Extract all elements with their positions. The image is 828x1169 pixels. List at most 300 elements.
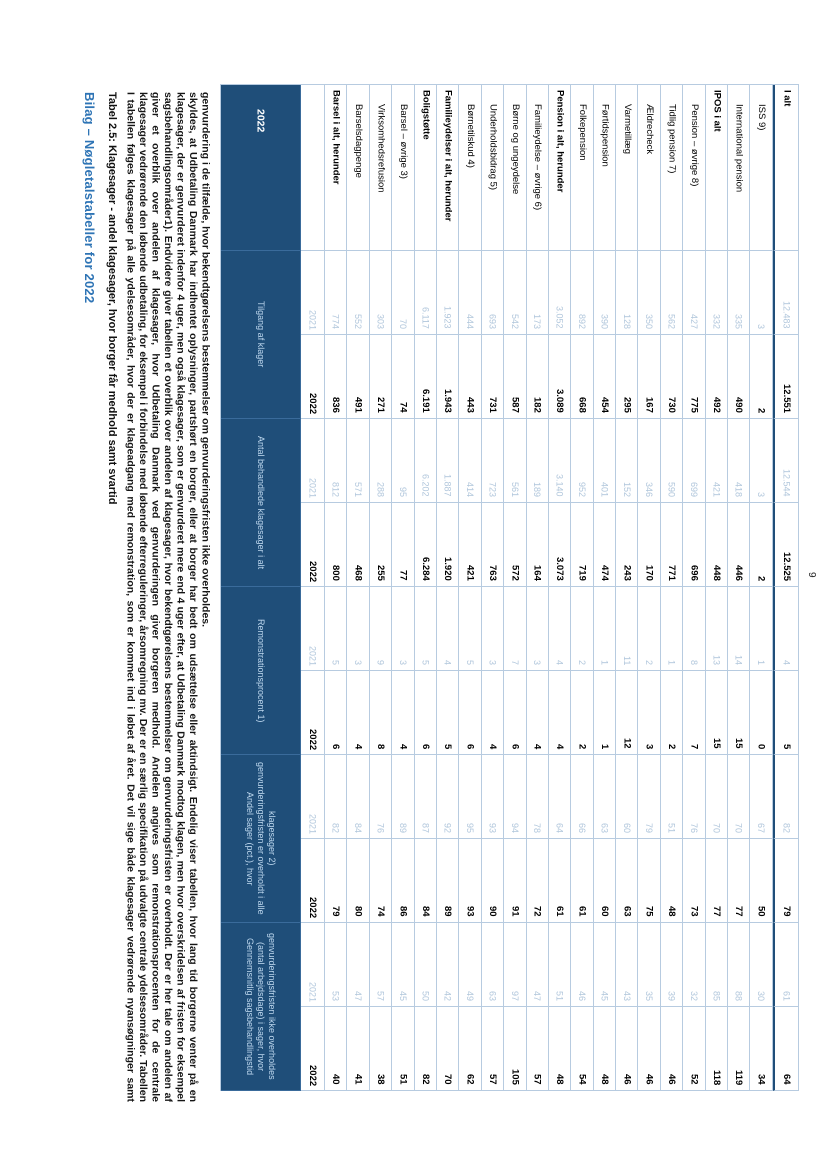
measure-header-5-text: Gennemsnitlig sagsbehandlingstid (antal arbejdsdage) i sager, hvor genvurderingsfristen ikke overholdes [245,933,277,1080]
value-2022-cell [616,335,638,419]
value-2022-cell [527,839,549,923]
value-2021-cell-text: 50 [420,990,431,1001]
value-2022-cell [683,671,705,755]
value-2021-cell-text: 84 [353,822,364,833]
value-2022-cell-text: 446 [733,565,745,581]
row-label-text: Pension i alt, herunder [554,90,566,193]
value-2021-cell [594,251,616,335]
value-2021-cell [549,587,571,671]
value-2022-cell [750,1007,772,1091]
value-2021-cell-text: 427 [688,313,699,329]
value-2022-cell-text: 77 [397,570,409,581]
value-2021-cell [683,923,705,1007]
value-2022-cell-text: 5 [442,743,454,749]
value-2021-cell [661,251,683,335]
value-2022-cell-text: 730 [666,397,678,413]
value-2022-cell-text: 800 [330,565,342,581]
year-label-2022-text: 2022 [307,560,318,582]
value-2021-cell-text: 67 [756,822,767,833]
value-2021-cell-text: 13 [711,654,722,665]
value-2022-cell-text: 170 [643,565,655,581]
value-2021-cell [773,587,799,671]
row-label [571,85,593,251]
value-2021-cell-text: 571 [353,481,364,497]
value-2022-cell [750,503,772,587]
value-2022-cell-text: 4 [397,743,409,749]
value-2022-cell-text: 696 [688,565,700,581]
value-2022-cell-text: 48 [666,906,678,917]
value-2022-cell [392,1007,414,1091]
value-2021-cell [504,251,526,335]
value-2021-cell [437,587,459,671]
value-2022-cell [415,335,437,419]
value-2022-cell [638,335,660,419]
value-2021-cell [549,755,571,839]
value-2021-cell-text: 57 [375,990,386,1001]
value-2022-cell-text: 84 [419,906,431,917]
row-label-text: Familieydelser i alt, herunder [442,90,454,222]
value-2021-cell-text: 335 [733,313,744,329]
value-2021-cell-text: 303 [375,313,386,329]
value-2022-cell-text: 668 [576,397,588,413]
value-2022-cell-text: 89 [442,906,454,917]
value-2021-cell [638,251,660,335]
value-2021-cell-text: 3 [532,659,543,665]
value-2021-cell-text: 82 [330,822,341,833]
value-2022-cell-text: 64 [780,1074,792,1085]
value-2022-cell-text: 6.284 [419,557,431,581]
value-2021-cell [616,587,638,671]
value-2022-cell [347,335,369,419]
value-2022-cell-text: 77 [733,906,745,917]
value-2022-cell [482,503,504,587]
value-2022-cell-text: 91 [509,906,521,917]
value-2022-cell-text: 448 [710,565,722,581]
value-2022-cell-text: 454 [598,397,610,413]
value-2021-cell-text: 2 [644,659,655,665]
value-2021-cell-text: 49 [465,990,476,1001]
value-2022-cell [661,839,683,923]
value-2021-cell [347,755,369,839]
year-label-2022-text: 2022 [307,1064,318,1086]
row-label-text: Barselsdagpenge [353,104,365,178]
value-2021-cell [347,923,369,1007]
value-2021-cell-text: 693 [487,313,498,329]
value-2021-cell [594,755,616,839]
value-2022-cell [728,1007,750,1091]
value-2022-cell-text: 490 [733,397,745,413]
row-label [549,85,571,251]
value-2021-cell [459,419,481,503]
value-2021-cell [773,251,799,335]
value-2021-cell-text: 12.544 [781,469,792,497]
value-2021-cell [750,587,772,671]
value-2022-cell [459,671,481,755]
value-2022-cell [370,503,392,587]
value-2021-cell [459,923,481,1007]
value-2022-cell-text: 3 [643,743,655,749]
value-2022-cell [325,1007,347,1091]
value-2022-cell [638,671,660,755]
value-2021-cell [370,923,392,1007]
value-2021-cell-text: 11 [621,655,632,665]
value-2021-cell [683,419,705,503]
value-2021-cell-text: 42 [442,990,453,1001]
value-2022-cell-text: 421 [464,565,476,581]
value-2022-cell [594,839,616,923]
value-2021-cell-text: 3 [487,659,498,665]
value-2021-cell-text: 1 [666,659,677,665]
row-label [370,85,392,251]
value-2021-cell-text: 542 [509,313,520,329]
value-2022-cell-text: 4 [554,743,566,749]
value-2022-cell [773,503,799,587]
value-2022-cell-text: 3.073 [554,557,566,581]
value-2022-cell-text: 79 [780,906,792,917]
value-2021-cell [325,587,347,671]
value-2021-cell [706,755,728,839]
value-2022-cell-text: 38 [374,1074,386,1085]
value-2022-cell-text: 62 [464,1074,476,1085]
value-2022-cell-text: 93 [464,906,476,917]
value-2022-cell-text: 271 [374,397,386,413]
value-2022-cell [459,839,481,923]
value-2021-cell-text: 4 [781,659,792,665]
value-2021-cell [728,587,750,671]
value-2021-cell-text: 350 [644,313,655,329]
value-2022-cell [773,335,799,419]
value-2021-cell [661,587,683,671]
value-2021-cell-text: 723 [487,481,498,497]
value-2022-cell [392,335,414,419]
value-2022-cell-text: 70 [442,1074,454,1085]
corner-year-cell [221,85,301,251]
value-2021-cell-text: 63 [599,822,610,833]
value-2021-cell-text: 79 [644,822,655,833]
value-2021-cell [571,587,593,671]
value-2022-cell [571,839,593,923]
value-2022-cell [370,839,392,923]
value-2022-cell-text: 8 [374,743,386,749]
value-2021-cell [638,587,660,671]
value-2021-cell [661,923,683,1007]
value-2021-cell [549,251,571,335]
value-2021-cell-text: 3 [353,659,364,665]
value-2021-cell [482,923,504,1007]
value-2021-cell [594,923,616,1007]
table-title: Tabel 2.5: Klagesager - andel klagesager, hvor borger får medhold samt svartid [106,92,118,505]
row-label [437,85,459,251]
value-2021-cell [750,419,772,503]
value-2022-cell [706,839,728,923]
row-label-text: Barsel – øvrige 3) [397,104,409,179]
row-label [683,85,705,251]
value-2021-cell [459,587,481,671]
row-label-text: International pension [733,104,745,193]
value-2021-cell-text: 63 [487,990,498,1001]
value-2021-cell [415,923,437,1007]
value-2022-cell-text: 836 [330,397,342,413]
value-2022-cell [728,503,750,587]
value-2022-cell [594,1007,616,1091]
value-2021-cell [638,755,660,839]
value-2021-cell-text: 8 [688,659,699,665]
row-label [706,85,728,251]
value-2021-cell-text: 60 [621,822,632,833]
value-2021-cell [750,755,772,839]
value-2021-cell-text: 288 [375,481,386,497]
value-2021-cell-text: 12.483 [781,301,792,329]
year-label-2022 [301,839,325,923]
measure-header-5 [221,923,301,1091]
value-2022-cell [392,839,414,923]
value-2022-cell [549,503,571,587]
value-2021-cell [638,419,660,503]
year-label-2021-text: 2021 [307,477,318,498]
value-2021-cell-text: 66 [576,822,587,833]
row-label [527,85,549,251]
value-2021-cell [638,923,660,1007]
value-2022-cell [638,839,660,923]
value-2021-cell-text: 46 [576,990,587,1001]
value-2022-cell [594,671,616,755]
value-2021-cell-text: 76 [688,822,699,833]
value-2022-cell [415,671,437,755]
value-2021-cell-text: 35 [644,990,655,1001]
value-2021-cell [773,419,799,503]
value-2022-cell [616,503,638,587]
value-2022-cell [370,335,392,419]
value-2022-cell [459,335,481,419]
value-2022-cell [616,1007,638,1091]
value-2022-cell [638,1007,660,1091]
value-2021-cell-text: 51 [554,990,565,1001]
value-2022-cell [347,503,369,587]
value-2022-cell [683,1007,705,1091]
value-2021-cell-text: 32 [688,990,699,1001]
value-2022-cell-text: 1 [598,743,610,749]
value-2022-cell-text: 46 [666,1074,678,1085]
value-2022-cell [325,839,347,923]
value-2021-cell [773,923,799,1007]
value-2021-cell [325,923,347,1007]
value-2021-cell [459,755,481,839]
year-label-2021 [301,587,325,671]
measure-header-1-text: Tilgang af klager [256,301,266,368]
value-2022-cell [527,335,549,419]
value-2021-cell-text: 87 [420,822,431,833]
row-label-text: Folkepension [576,104,588,161]
value-2022-cell-text: 34 [755,1074,767,1085]
value-2021-cell [571,923,593,1007]
value-2022-cell [638,503,660,587]
value-2022-cell-text: 6 [330,743,342,749]
year-label-2021-text: 2021 [307,981,318,1002]
value-2022-cell-text: 57 [486,1074,498,1085]
value-2021-cell-text: 173 [532,313,543,329]
value-2022-cell [504,1007,526,1091]
value-2021-cell-text: 53 [330,990,341,1001]
value-2022-cell-text: 6 [464,743,476,749]
value-2021-cell [347,419,369,503]
value-2021-cell-text: 699 [688,481,699,497]
row-label-text: I alt [781,90,793,107]
value-2022-cell [750,671,772,755]
value-2022-cell [571,1007,593,1091]
value-2022-cell [482,1007,504,1091]
value-2022-cell-text: 492 [710,397,722,413]
value-2021-cell-text: 5 [420,659,431,665]
value-2021-cell [706,923,728,1007]
value-2021-cell-text: 774 [330,313,341,329]
value-2021-cell [392,251,414,335]
value-2021-cell-text: 93 [487,822,498,833]
value-2022-cell [392,671,414,755]
value-2022-cell-text: 587 [509,397,521,413]
value-2022-cell-text: 61 [576,906,588,917]
value-2021-cell-text: 76 [375,822,386,833]
value-2021-cell-text: 590 [666,481,677,497]
value-2021-cell [616,755,638,839]
value-2022-cell-text: 41 [352,1074,364,1085]
value-2021-cell-text: 401 [599,481,610,497]
value-2021-cell-text: 45 [397,990,408,1001]
value-2022-cell [437,503,459,587]
row-label-text: Ældrecheck [644,104,656,155]
value-2022-cell-text: 6 [419,743,431,749]
value-2021-cell-text: 346 [644,481,655,497]
value-2021-cell-text: 812 [330,481,341,497]
value-2021-cell [437,923,459,1007]
value-2021-cell [392,923,414,1007]
row-label-text: Pension – øvrige 8) [688,104,700,187]
value-2022-cell-text: 3.089 [554,389,566,413]
row-label-text: Barsel i alt, herunder [330,90,342,185]
value-2021-cell [706,251,728,335]
value-2021-cell [616,419,638,503]
value-2022-cell [504,503,526,587]
value-2021-cell [571,755,593,839]
intro-paragraph: I tabellen følges klagesager på alle ydelsesområder, hvor der er klageadgang med remonstration, som er kommet ind i løbet af året. Det vil sige både klagesager vedrørende nyansøgninger samt klagesager vedrørende den løbende udbetaling, for eksempel i forbindelse med løbende efterreguleringer, årsomregning mv. Der er en særlig specifikation på udvalgte centrale ydelsesområder. Tabellen giver et overblik over andelen af klagesager, hvor Udbetaling Danmark ved genvurderingen giver borgeren medhold. Andelen angives som remonstrationsprocenten for de centrale sagsbehandlingsområder1). Endvidere giver tabellen et overblik over andelen af klagesager, hvor bekendtgørelsens bestemmelser om genvurderingsfristen er overholdt. Der er her tale om andelen af klagesager, der er genvurderet indenfor 4 uger, men også klagesager, som er genvurderet mere end 4 uger efter, at Udbetaling Danmark modtog klagen, men hvor overskridelsen af fristen for eksempel skyldes, at Udbetaling Danmark har indhentet oplysninger, partshørt en borger, eller at borger har bedt om udsættelse eller aktindsigt. Endelig viser tabellen, hvor lang tid borgerne venter på en genvurdering i de tilfælde, hvor bekendtgørelsens bestemmelser om genvurderingsfristen ikke overholdes. [124,92,212,1102]
value-2022-cell [325,671,347,755]
value-2022-cell-text: 4 [531,743,543,749]
value-2022-cell-text: 48 [598,1074,610,1085]
year-label-2022-text: 2022 [307,392,318,414]
row-label [415,85,437,251]
value-2021-cell-text: 88 [733,990,744,1001]
value-2022-cell-text: 167 [643,397,655,413]
value-2021-cell [728,923,750,1007]
corner-year-cell-text: 2022 [254,109,267,133]
value-2022-cell-text: 572 [509,565,521,581]
value-2022-cell [459,503,481,587]
value-2021-cell-text: 30 [756,990,767,1001]
value-2022-cell-text: 12.525 [780,551,792,581]
value-2022-cell-text: 2 [755,407,767,413]
value-2022-cell-text: 2 [576,743,588,749]
value-2022-cell-text: 73 [688,906,700,917]
value-2021-cell [616,251,638,335]
value-2022-cell-text: 4 [486,743,498,749]
value-2022-cell-text: 51 [397,1074,409,1085]
value-2022-cell-text: 731 [486,397,498,413]
value-2021-cell-text: 6.117 [420,307,431,329]
measure-header-1 [221,251,301,419]
value-2022-cell-text: 12.551 [780,383,792,413]
value-2022-cell-text: 82 [419,1074,431,1085]
value-2022-cell [392,503,414,587]
value-2021-cell-text: 5 [330,659,341,665]
value-2021-cell-text: 1 [599,659,610,665]
value-2021-cell-text: 152 [621,481,632,497]
row-label-text: Underholdsbidrag 5) [487,104,499,191]
value-2021-cell-text: 414 [465,481,476,497]
value-2022-cell-text: 52 [688,1074,700,1085]
value-2022-cell [773,671,799,755]
page-number: 9 [806,572,817,578]
row-label [750,85,772,251]
value-2022-cell-text: 74 [374,906,386,917]
value-2021-cell-text: 14 [733,654,744,665]
year-label-2022 [301,671,325,755]
value-2022-cell [661,335,683,419]
value-2022-cell-text: 61 [554,906,566,917]
value-2022-cell-text: 295 [621,397,633,413]
value-2022-cell [549,839,571,923]
value-2022-cell-text: 74 [397,402,409,413]
value-2021-cell [750,251,772,335]
row-label [392,85,414,251]
year-label-2022-text: 2022 [307,896,318,918]
value-2021-cell [549,419,571,503]
value-2021-cell-text: 952 [576,481,587,497]
measure-header-2 [221,419,301,587]
value-2021-cell [437,755,459,839]
document-heading: Bilag – Nøgletalstabeller for 2022 [82,92,97,304]
value-2022-cell-text: 2 [666,743,678,749]
value-2022-cell [571,671,593,755]
year-label-2021 [301,251,325,335]
value-2022-cell [728,839,750,923]
value-2022-cell [527,671,549,755]
value-2021-cell-text: 4 [554,659,565,665]
value-2021-cell [370,419,392,503]
value-2022-cell [750,839,772,923]
row-label-text: Børne og ungeydelse [509,104,521,195]
value-2021-cell-text: 1.887 [442,474,453,497]
value-2022-cell-text: 46 [643,1074,655,1085]
value-2022-cell-text: 1.920 [442,557,454,581]
value-2021-cell [571,419,593,503]
value-2022-cell [549,1007,571,1091]
row-label [594,85,616,251]
value-2021-cell-text: 64 [554,822,565,833]
value-2021-cell-text: 70 [733,822,744,833]
value-2022-cell-text: 90 [486,906,498,917]
value-2022-cell-text: 0 [755,743,767,749]
value-2022-cell-text: 763 [486,565,498,581]
value-2021-cell [482,251,504,335]
value-2021-cell [437,419,459,503]
value-2021-cell [392,419,414,503]
value-2022-cell-text: 79 [330,906,342,917]
value-2022-cell [728,335,750,419]
value-2021-cell-text: 7 [509,659,520,665]
row-label [347,85,369,251]
value-2021-cell-text: 4 [442,659,453,665]
value-2022-cell [683,503,705,587]
value-2021-cell [482,755,504,839]
